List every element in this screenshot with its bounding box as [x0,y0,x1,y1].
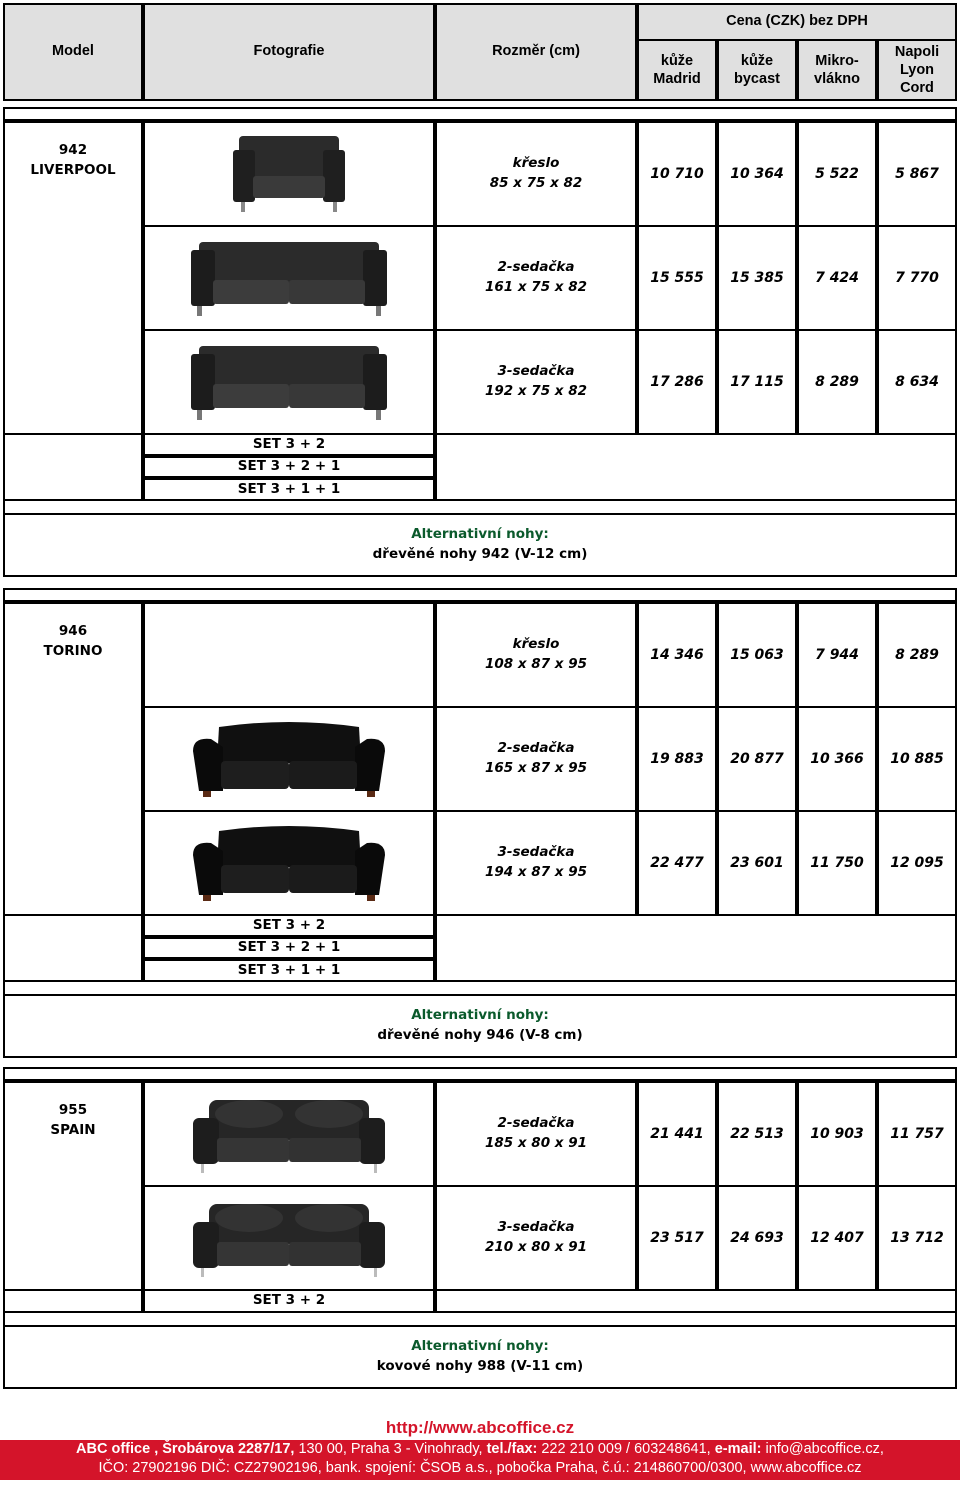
column-header-photo: Fotografie [143,3,435,101]
set-item: SET 3 + 2 [143,914,435,937]
price-cell: 8 289 [877,602,957,708]
set-item: SET 3 + 1 + 1 [143,478,435,501]
sofa-photo-icon [189,340,389,424]
set-item: SET 3 + 2 + 1 [143,456,435,479]
sofa-photo-icon [189,1196,389,1280]
price-cell: 17 286 [637,329,717,435]
price-cell: 5 522 [797,121,877,227]
set-item: SET 3 + 2 [143,1289,435,1313]
product-dims: 108 x 87 x 95 [485,656,587,672]
price-cell: 12 407 [797,1185,877,1291]
product-dims: 210 x 80 x 91 [485,1239,587,1255]
price-cell: 15 555 [637,225,717,331]
price-cell: 23 517 [637,1185,717,1291]
price-cell: 7 944 [797,602,877,708]
product-dims: 165 x 87 x 95 [485,760,587,776]
product-size [435,810,637,916]
product-size [435,225,637,331]
price-cell: 15 385 [717,225,797,331]
sets-model-empty [3,433,143,501]
price-cell: 7 770 [877,225,957,331]
price-cell: 19 883 [637,706,717,812]
sofa-photo-icon [189,236,389,320]
model-number: 942 [58,142,88,158]
price-cell: 10 364 [717,121,797,227]
product-size [435,706,637,812]
alt-legs-text: kovové nohy 988 (V-11 cm) [376,1358,584,1374]
model-number: 946 [58,623,88,639]
price-cell: 10 885 [877,706,957,812]
alt-legs-cell [3,1325,957,1389]
column-header-model: Model [3,3,143,101]
price-cell: 10 710 [637,121,717,227]
product-photo [143,602,435,708]
product-size [435,121,637,227]
product-dims: 192 x 75 x 82 [485,383,587,399]
model-name: LIVERPOOL [30,161,116,178]
product-type: křeslo [512,636,560,653]
set-item: SET 3 + 1 + 1 [143,959,435,982]
price-cell: 15 063 [717,602,797,708]
footer-line-1: ABC office , Šrobárova 2287/17, 130 00, Praha 3 - Vinohrady, tel./fax: 222 210 009 / 603248641, e-mail: info@abcoffice.cz, [76,1441,884,1457]
column-header-material: kůže bycast [717,39,797,101]
product-type: 2-sedačka [497,1115,575,1132]
product-photo [143,225,435,331]
column-header-price-group: Cena (CZK) bez DPH [637,3,957,41]
price-cell: 14 346 [637,602,717,708]
price-cell: 10 366 [797,706,877,812]
alt-legs-label: Alternativní nohy: [411,1007,549,1024]
footer-contact [0,1440,960,1480]
product-type: 3-sedačka [497,1219,575,1236]
alt-legs-cell [3,513,957,577]
model-name: SPAIN [50,1121,96,1138]
price-cell: 8 634 [877,329,957,435]
price-cell: 20 877 [717,706,797,812]
product-type: 2-sedačka [497,259,575,276]
product-type: křeslo [512,155,560,172]
sets-empty [435,914,957,982]
model-cell [3,1081,143,1291]
price-cell: 17 115 [717,329,797,435]
footer-url[interactable]: http://www.abcoffice.cz [385,1418,575,1437]
column-header-material: kůže Madrid [637,39,717,101]
product-dims: 85 x 75 x 82 [489,175,583,191]
product-photo [143,810,435,916]
set-item: SET 3 + 2 + 1 [143,937,435,960]
price-cell: 22 513 [717,1081,797,1187]
product-dims: 185 x 80 x 91 [485,1135,587,1151]
group-spacer [3,107,957,121]
model-number: 955 [58,1102,88,1118]
set-item: SET 3 + 2 [143,433,435,456]
price-cell: 10 903 [797,1081,877,1187]
sets-empty [435,1289,957,1313]
price-cell: 21 441 [637,1081,717,1187]
product-dims: 161 x 75 x 82 [485,279,587,295]
sets-model-empty [3,1289,143,1313]
column-header-material: Mikro- vlákno [797,39,877,101]
product-size [435,1081,637,1187]
product-type: 3-sedačka [497,363,575,380]
armchair-photo-icon [229,132,349,216]
sofa-photo-icon [189,1092,389,1176]
price-cell: 5 867 [877,121,957,227]
model-cell [3,602,143,916]
column-header-size: Rozměr (cm) [435,3,637,101]
sofa-photo-icon [189,717,389,801]
price-cell: 11 757 [877,1081,957,1187]
alt-legs-text: dřevěné nohy 946 (V-8 cm) [377,1027,583,1043]
column-header-material: Napoli Lyon Cord [877,39,957,101]
product-photo [143,329,435,435]
alt-legs-label: Alternativní nohy: [411,1338,549,1355]
sofa-photo-icon [189,821,389,905]
footer-line-2: IČO: 27902196 DIČ: CZ27902196, bank. spojení: ČSOB a.s., pobočka Praha, č.ú.: 214860700/0300, www.abcoffice.cz [98,1460,862,1476]
product-size [435,329,637,435]
alt-legs-label: Alternativní nohy: [411,526,549,543]
product-dims: 194 x 87 x 95 [485,864,587,880]
price-cell: 24 693 [717,1185,797,1291]
price-cell: 23 601 [717,810,797,916]
product-photo [143,121,435,227]
product-photo [143,1185,435,1291]
product-photo [143,1081,435,1187]
sets-empty [435,433,957,501]
product-type: 3-sedačka [497,844,575,861]
price-cell: 22 477 [637,810,717,916]
product-photo [143,706,435,812]
product-size [435,1185,637,1291]
price-cell: 13 712 [877,1185,957,1291]
model-name: TORINO [43,642,103,659]
product-type: 2-sedačka [497,740,575,757]
alt-legs-cell [3,994,957,1058]
group-spacer [3,588,957,602]
product-size [435,602,637,708]
price-table [3,3,957,1397]
price-cell: 7 424 [797,225,877,331]
alt-legs-text: dřevěné nohy 942 (V-12 cm) [372,546,588,562]
group-spacer [3,1067,957,1081]
price-cell: 12 095 [877,810,957,916]
sets-model-empty [3,914,143,982]
price-cell: 11 750 [797,810,877,916]
price-cell: 8 289 [797,329,877,435]
model-cell [3,121,143,435]
